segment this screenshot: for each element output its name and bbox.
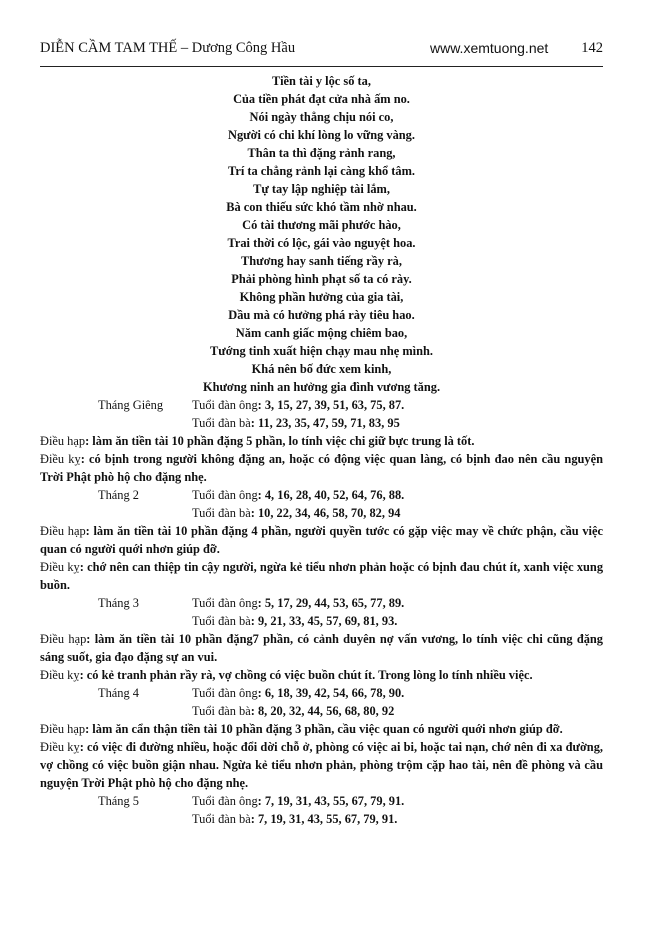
- month-male-ages: [40, 486, 603, 504]
- female-ages: : 9, 21, 33, 45, 57, 69, 81, 93.: [250, 614, 398, 628]
- female-age-label: Tuổi đàn bà: [192, 416, 251, 430]
- male-age-label: Tuổi đàn ông: [192, 794, 258, 808]
- poem-line: Thương hay sanh tiếng rầy rà,: [241, 254, 402, 268]
- good-fortune-paragraph: [40, 522, 603, 558]
- month-male-ages: [40, 594, 603, 612]
- bad-fortune-paragraph: [40, 738, 603, 792]
- poem-line: Trí ta chẳng rảnh lại càng khổ tâm.: [227, 164, 416, 178]
- male-ages: : 5, 17, 29, 44, 53, 65, 77, 89.: [257, 596, 405, 610]
- male-age-label: Tuổi đàn ông: [192, 686, 258, 700]
- month-name: Tháng 4: [98, 686, 139, 700]
- month-name: Tháng 2: [98, 488, 139, 502]
- bad-label: Điều kỵ: [40, 740, 80, 754]
- month-female-ages: [40, 612, 603, 630]
- bad-text: : có kẻ tranh phản rầy rà, vợ chồng có việc buồn chút ít. Trong lòng lo tính nhiều việc.: [79, 668, 533, 682]
- month-male-ages: [40, 792, 603, 810]
- good-text: : làm ăn cẩn thận tiền tài 10 phần đặng 3 phần, cầu việc quan có người quới nhơn giúp đỡ.: [85, 722, 563, 736]
- poem-line: Phải phòng hình phạt số ta có rày.: [231, 272, 412, 286]
- page-body: [40, 72, 603, 828]
- month-name: Tháng Giêng: [98, 398, 164, 412]
- month-name: Tháng 3: [98, 596, 139, 610]
- poem-line: Nói ngày thẳng chịu nói co,: [249, 110, 394, 124]
- bad-fortune-paragraph: [40, 666, 603, 684]
- good-label: Điều hạp: [40, 434, 86, 448]
- bad-label: Điều kỵ: [40, 668, 80, 682]
- bad-label: Điều kỵ: [40, 452, 81, 466]
- male-ages: : 4, 16, 28, 40, 52, 64, 76, 88.: [257, 488, 405, 502]
- poem-line: Dầu mà có hưởng phá rày tiêu hao.: [228, 308, 415, 322]
- good-label: Điều hạp: [40, 722, 86, 736]
- female-ages: : 10, 22, 34, 46, 58, 70, 82, 94: [250, 506, 401, 520]
- male-age-label: Tuổi đàn ông: [192, 596, 258, 610]
- poem-line: Người có chi khí lòng lo vững vàng.: [228, 128, 415, 142]
- poem-line: Thân ta thì đặng rảnh rang,: [247, 146, 396, 160]
- poem-line: Tự tay lập nghiệp tài lắm,: [253, 182, 390, 196]
- good-text: : làm ăn tiền tài 10 phần đặng 5 phần, lo tính việc chi giữ bực trung là tốt.: [85, 434, 475, 448]
- poem-line: Năm canh giấc mộng chiêm bao,: [235, 326, 408, 340]
- poem-line: Trai thời có lộc, gái vào nguyệt hoa.: [227, 236, 416, 250]
- female-age-label: Tuổi đàn bà: [192, 506, 251, 520]
- poem-line: Không phần hưởng của gia tài,: [239, 290, 404, 304]
- male-ages: : 7, 19, 31, 43, 55, 67, 79, 91.: [257, 794, 405, 808]
- good-text: : làm ăn tiền tài 10 phần đặng 4 phần, người quyền tước có gặp việc may về chức phận, cầu việc quan có người quới nhơn giúp đỡ.: [40, 524, 603, 556]
- female-ages: : 7, 19, 31, 43, 55, 67, 79, 91.: [250, 812, 398, 826]
- female-age-label: Tuổi đàn bà: [192, 614, 251, 628]
- month-name: Tháng 5: [98, 794, 139, 808]
- poem-line: Tiền tài y lộc số ta,: [272, 74, 371, 88]
- bad-label: Điều kỵ: [40, 560, 80, 574]
- male-age-label: Tuổi đàn ông: [192, 488, 258, 502]
- poem-line: Bà con thiếu sức khó tầm nhờ nhau.: [226, 200, 417, 214]
- good-label: Điều hạp: [40, 524, 86, 538]
- month-female-ages: [40, 414, 603, 432]
- bad-text: : chớ nên can thiệp tin cậy người, ngừa kẻ tiểu nhơn phản hoặc có bịnh đau chút ít, xanh việc xung buồn.: [40, 560, 604, 592]
- month-male-ages: [40, 684, 603, 702]
- month-male-ages: [40, 396, 603, 414]
- male-age-label: Tuổi đàn ông: [192, 398, 258, 412]
- poem-line: Có tài thương mãi phước hào,: [242, 218, 401, 232]
- good-fortune-paragraph: [40, 630, 603, 666]
- month-female-ages: [40, 702, 603, 720]
- good-fortune-paragraph: [40, 720, 603, 738]
- male-ages: : 6, 18, 39, 42, 54, 66, 78, 90.: [257, 686, 405, 700]
- header-divider: [40, 66, 603, 67]
- book-title: DIỄN CẦM TAM THẾ – Dương Công Hầu: [40, 40, 296, 56]
- good-text: : làm ăn tiền tài 10 phần đặng7 phần, có cảnh duyên nợ vấn vương, lo tính việc chi cũng đặng sáng suốt, gia đạo đặng sự an vui.: [40, 632, 603, 664]
- female-ages: : 11, 23, 35, 47, 59, 71, 83, 95: [250, 416, 400, 430]
- poem-line: Tướng tinh xuất hiện chạy mau nhẹ mình.: [210, 344, 433, 358]
- bad-text: : có việc đi đường nhiều, hoặc đổi dời chỗ ở, phòng có việc ai bi, hoặc tai nạn, chớ nên đi xa đường, vợ chồng có việc buồn giận nhau. Ngừa kẻ tiểu nhơn phản, phòng trộm cặp hao tài, nên đề phòng và cầu nguyện Trời Phật phò hộ cho đặng nhẹ.: [40, 740, 603, 790]
- female-ages: : 8, 20, 32, 44, 56, 68, 80, 92: [250, 704, 395, 718]
- month-female-ages: [40, 810, 603, 828]
- bad-text: : có bịnh trong người không đặng an, hoặc có động việc quan làng, có bịnh đao nên cầu nguyện Trời Phật phò hộ cho đặng nhẹ.: [40, 452, 603, 484]
- female-age-label: Tuổi đàn bà: [192, 704, 251, 718]
- bad-fortune-paragraph: [40, 450, 603, 486]
- page-header: [40, 34, 603, 64]
- male-ages: : 3, 15, 27, 39, 51, 63, 75, 87.: [257, 398, 405, 412]
- poem: [40, 72, 603, 396]
- website-link[interactable]: www.xemtuong.net: [430, 40, 549, 56]
- poem-line: Khương ninh an hưởng gia đình vương tăng.: [202, 380, 441, 394]
- month-female-ages: [40, 504, 603, 522]
- poem-line: Của tiền phát đạt cửa nhà ấm no.: [233, 92, 410, 106]
- page-number: 142: [581, 40, 603, 56]
- bad-fortune-paragraph: [40, 558, 603, 594]
- poem-line: Khá nên bố đức xem kinh,: [251, 362, 392, 376]
- good-fortune-paragraph: [40, 432, 603, 450]
- good-label: Điều hạp: [40, 632, 87, 646]
- female-age-label: Tuổi đàn bà: [192, 812, 251, 826]
